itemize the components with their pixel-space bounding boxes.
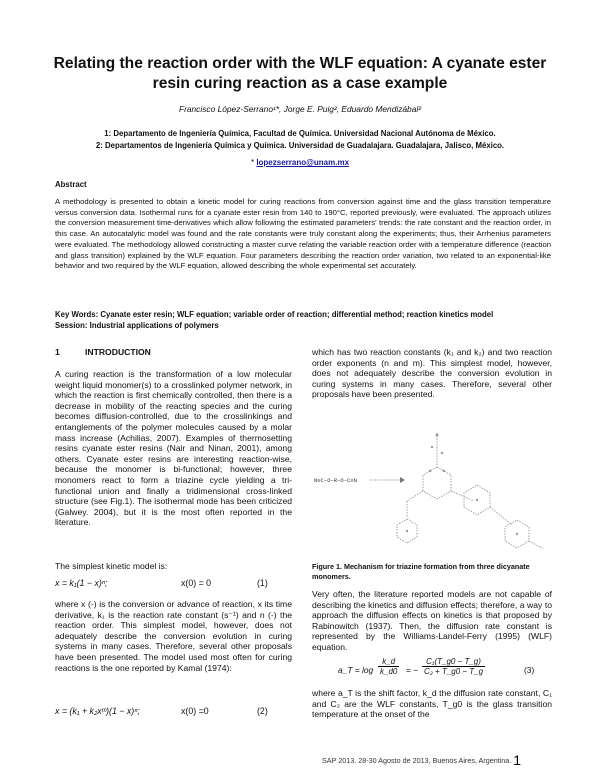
right-paragraph-1: which has two reaction constants (k₁ and k₂) and two reaction order exponents (n and m). This simplest model, however, does not adequately describe the conversion evolution in curing systems in many cases. Therefore, several other proposals have been presented. [312,347,552,400]
affiliations [40,128,560,151]
eq2-expression: x = (k₁ + k₂xᵐ)(1 − x)ⁿ; [55,706,140,716]
eq2-number: (2) [257,706,268,716]
email-link[interactable]: lopezserrano@unam.mx [256,158,350,167]
abstract-text: A methodology is presented to obtain a kinetic model for curing reactions from conversion against time and the glass transition temperature versus conversion data. Isothermal runs for a cyanate ester resin from 140 to 190°C, reported previously, were evaluated. The approach utilizes the conversion measurement time-derivatives which allow following the estimated parameters' trends: the rate constant and the reaction order, in this case. An autocatalytic model was found and the rate constants were truly constant along the experiments; thus, their Arrhenius parameters were evaluated. The methodology allowed constructing a master curve relating the variable reaction order with a temperature difference (reaction and glass transition) explained by the WLF equation. Four parameters describing the reaction order variation, two related to an exponential-like behavior and two required by the WLF equation, allowed describing the whole experimental set accurately. [55,197,551,271]
email-prefix: * [250,158,257,167]
authors: Francisco López-Serrano¹*, Jorge E. Puig², Eduardo Mendizábal² [178,104,422,114]
abstract-heading: Abstract [55,180,87,189]
eq3-frac1-denominator: k_d0 [380,667,398,676]
right-paragraph-2: Very often, the literature reported models are not capable of describing the kinetics and diffusion effects; therefore, a way to approach the diffusion effects on kinetics is that proposed by Rabinowitch (1937). Then, the diffusion rate constant is represented by the Williams-Landel-Ferry (1995) (WLF) equation. [312,589,552,652]
left-paragraph-2: The simplest kinetic model is: [55,561,168,571]
right-paragraph-3: where a_T is the shift factor, k_d the diffusion rate constant, C₁ and C₂ are the WLF constants, T_g0 is the glass transition temperature at the onset of the [312,688,552,720]
page-footer [322,752,521,768]
equation-1 [55,578,295,590]
eq3-frac2-numerator: C₁(T_g0 − T_g) [422,657,485,667]
left-paragraph-1: A curing reaction is the transformation of a low molecular weight liquid monomer(s) to a crosslinked polymer network, in which the reaction is first chemically controlled, then there is a decrease in mobility of the reacting species and the curing becomes diffusion-controlled, due to the crosslinkings and entanglements of the polymer molecules caused by a molar mass increase (Achilias, 2007). Examples of thermosetting resins cyanate ester resins (Nair and Ninan, 2001), among others. Cyanate ester resins are interesting reaction-wise, because the monomer is bi-functional; however, three monomers react to form a triazine cycle yielding a tri-functional union and finally a tridimensional cross-linked structure (see Fig.1). The isothermal mode has been criticized (Galwey. 2004), but it is the most often reported in the literature. [55,369,292,528]
paper-title: Relating the reaction order with the WLF equation: A cyanate ester resin curing reaction as a case example [53,55,547,92]
figure-label: N≡C–O–R–O–C≡N [314,477,357,484]
eq3-fraction-1 [378,657,399,676]
keywords: Key Words: Cyanate ester resin; WLF equation; variable order of reaction; differential method; reaction kinetics model [55,310,494,319]
keywords-block [55,310,551,331]
corresponding-email [40,158,560,167]
eq3-number: (3) [524,665,535,675]
page-number: 1 [513,752,522,768]
eq3-fraction-2 [422,657,485,676]
eq2-initial: x(0) =0 [181,706,209,716]
affiliation-2: 2: Departamentos de Ingeniería Química y Química. Universidad de Guadalajara. Guadalajara, Jalisco, México. [95,140,505,150]
left-paragraph-3: where x (-) is the conversion or advance of reaction, x its time derivative, k₁ is the reaction rate constant (s⁻¹) and n (-) the reaction order. This simplest model, however, does not adequately describe the conversion evolution in curing systems in many cases. Therefore, several other proposals have been presented. The model used most often for curing reactions is the one reported by Kamal (1974): [55,599,292,673]
eq1-initial: x(0) = 0 [181,578,212,588]
eq3-frac1-numerator: k_d [378,657,399,667]
eq3-frac2-denominator: C₂ + T_g0 − T_g [424,667,484,676]
figure-caption: Figure 1. Mechanism for triazine formation from three dicyanate monomers. [312,562,530,581]
triazine-structure [397,433,544,549]
reaction-arrow-icon [400,477,405,483]
eq3-equals-minus: = − [406,665,419,675]
eq1-number: (1) [257,578,268,588]
equation-3 [338,657,558,683]
triazine-mechanism-diagram [312,425,552,555]
footer-text: SAP 2013. 28-30 Agosto de 2013, Buenos Aires, Argentina. [322,756,512,765]
session: Session: Industrial applications of polymers [55,320,219,330]
section-heading [55,347,151,357]
section-title: INTRODUCTION [85,347,151,357]
affiliation-1: 1: Departamento de Ingeniería Química, Facultad de Química. Universidad Nacional Autónoma de México. [104,129,496,138]
eq3-lhs: a_T = log [338,665,374,675]
section-number: 1 [55,347,60,357]
eq1-expression: x = k₁(1 − x)ⁿ; [55,578,108,588]
equation-2 [55,706,295,718]
figure-1 [312,425,552,555]
